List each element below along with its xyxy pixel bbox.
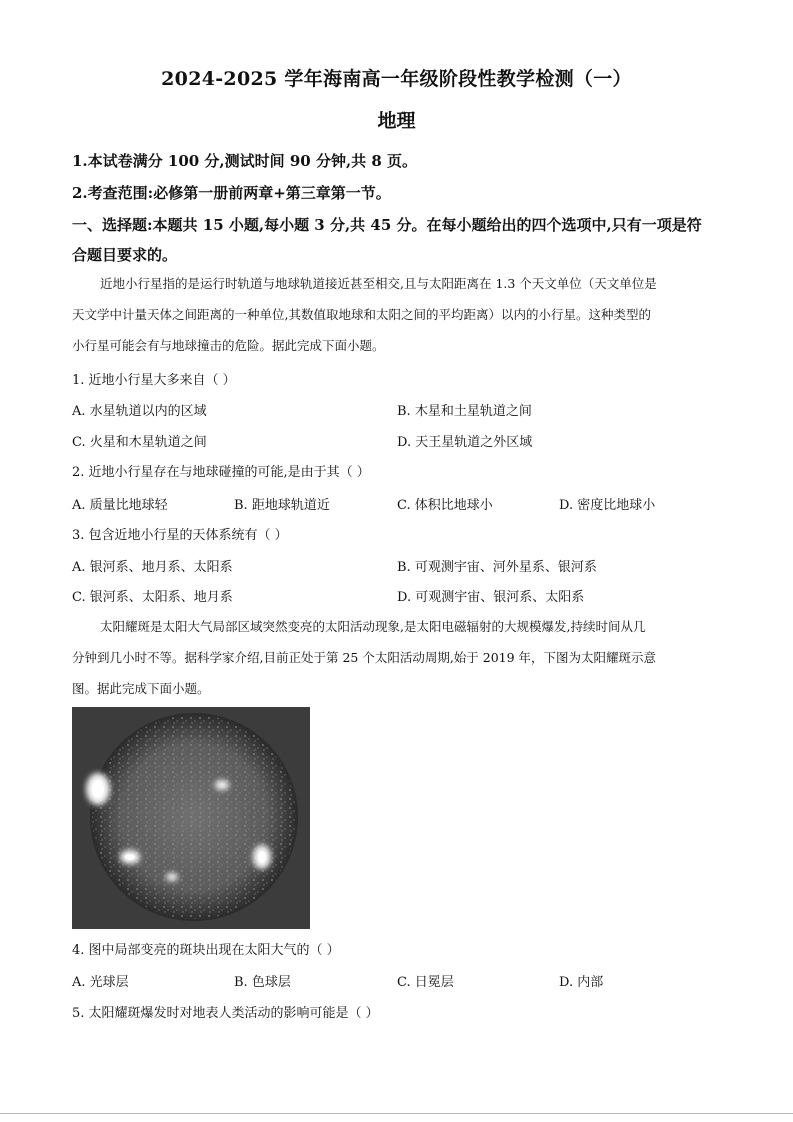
question-1-option-c[interactable]: C. 火星和木星轨道之间 [72, 435, 207, 450]
page-title: 2024-2025 学年海南高一年级阶段性教学检测（一） [161, 68, 632, 90]
question-2-stem: 2. 近地小行星存在与地球碰撞的可能,是由于其（ ） [72, 465, 370, 480]
passage-line: 分钟到几小时不等。据科学家介绍,目前正处于第 25 个太阳活动周期,始于 2019 年，下图为太阳耀斑示意 [72, 650, 657, 665]
question-1-option-a[interactable]: A. 水星轨道以内的区域 [72, 404, 207, 419]
passage-line: 天文学中计量天体之间距离的一种单位,其数值取地球和太阳之间的平均距离）以内的小行星。这种类型的 [72, 307, 651, 322]
question-2-option-a[interactable]: A. 质量比地球轻 [72, 498, 168, 513]
question-2-option-d[interactable]: D. 密度比地球小 [559, 498, 656, 513]
note-line-1: 1.本试卷满分 100 分,测试时间 90 分钟,共 8 页。 [72, 152, 418, 170]
passage-line: 近地小行星指的是运行时轨道与地球轨道接近甚至相交,且与太阳距离在 1.3 个天文单位（天文单位是 [100, 276, 657, 291]
sun-flare-icon [72, 707, 310, 929]
question-3-option-d[interactable]: D. 可观测宇宙、银河系、太阳系 [397, 590, 585, 605]
question-4-option-d[interactable]: D. 内部 [559, 975, 604, 990]
question-1-option-b[interactable]: B. 木星和土星轨道之间 [397, 404, 532, 419]
section-heading-line-1: 一、选择题:本题共 15 小题,每小题 3 分,共 45 分。在每小题给出的四个选项中,只有一项是符 [72, 216, 702, 234]
passage-line: 图。据此完成下面小题。 [72, 681, 210, 696]
question-3-option-b[interactable]: B. 可观测宇宙、河外星系、银河系 [397, 560, 597, 575]
question-4-option-c[interactable]: C. 日冕层 [397, 975, 454, 990]
passage-solar-flare [72, 611, 722, 704]
question-4-option-b[interactable]: B. 色球层 [234, 975, 291, 990]
question-3-stem: 3. 包含近地小行星的天体系统有（ ） [72, 528, 288, 543]
page-bottom-divider [0, 1113, 793, 1114]
question-5-stem: 5. 太阳耀斑爆发时对地表人类活动的影响可能是（ ） [72, 1006, 379, 1021]
section-heading-line-2: 合题目要求的。 [72, 246, 178, 264]
passage-line: 太阳耀斑是太阳大气局部区域突然变亮的太阳活动现象,是太阳电磁辐射的大规模爆发,持续时间从几 [100, 619, 646, 634]
question-1-stem: 1. 近地小行星大多来自（ ） [72, 373, 236, 388]
passage-line: 小行星可能会有与地球撞击的危险。据此完成下面小题。 [72, 338, 385, 353]
question-4-option-a[interactable]: A. 光球层 [72, 975, 129, 990]
question-2-option-c[interactable]: C. 体积比地球小 [397, 498, 493, 513]
question-3-option-a[interactable]: A. 银河系、地月系、太阳系 [72, 560, 233, 575]
question-2-option-b[interactable]: B. 距地球轨道近 [234, 498, 330, 513]
question-3-option-c[interactable]: C. 银河系、太阳系、地月系 [72, 590, 233, 605]
sun-flare-image [72, 707, 310, 929]
question-4-stem: 4. 图中局部变亮的斑块出现在太阳大气的（ ） [72, 943, 340, 958]
subject-title: 地理 [377, 110, 416, 132]
question-1-option-d[interactable]: D. 天王星轨道之外区域 [397, 435, 533, 450]
passage-asteroids [72, 268, 722, 361]
note-line-2: 2.考查范围:必修第一册前两章+第三章第一节。 [72, 184, 391, 202]
